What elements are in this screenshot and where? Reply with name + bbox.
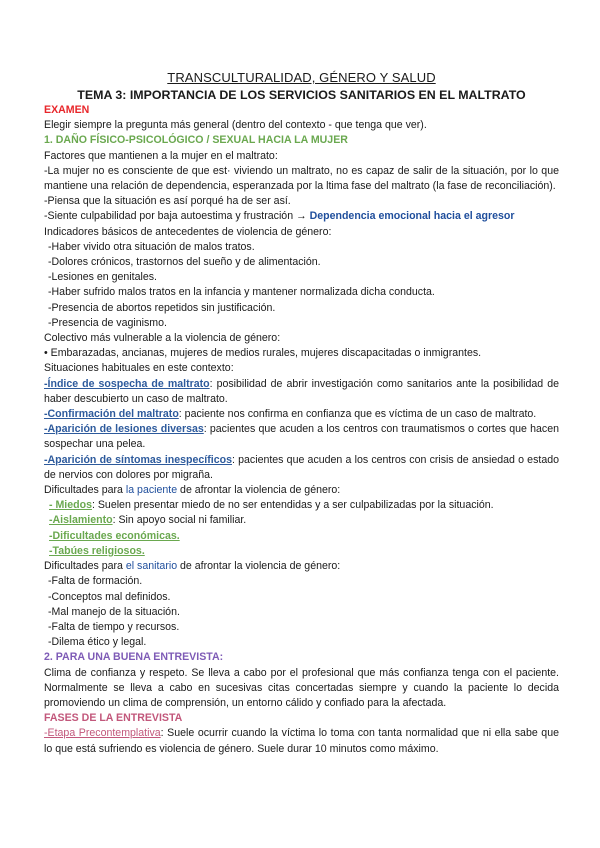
dif-sanitario-item: -Mal manejo de la situación. (48, 605, 180, 618)
factor-item (44, 209, 559, 224)
situacion-label: -Índice de sospecha de maltrato (44, 377, 210, 390)
dif-label: -Tabúes religiosos. (49, 544, 145, 557)
situacion-item (44, 377, 559, 407)
situacion-text: : pacientes que acuden a los centros con traumatismos o cortes que hacen sospechar una pelea. (44, 423, 560, 451)
factor-item: -Piensa que la situación es así porqué ha de ser así. (44, 195, 291, 208)
situacion-label: -Confirmación del maltrato (44, 408, 179, 421)
dif-sanitario-item: -Falta de tiempo y recursos. (48, 620, 180, 633)
dif-sanitario-heading (44, 559, 559, 574)
heading-text: de afrontar la violencia de género: (177, 484, 341, 497)
document-page (44, 70, 559, 757)
situacion-item (44, 407, 559, 422)
factores-heading: Factores que mantienen a la mujer en el maltrato: (44, 149, 278, 162)
heading-highlight: la paciente (125, 484, 178, 497)
situacion-text: : pacientes que acuden a los centros con crisis de ansiedad o estado de nervios con dolores por migraña. (44, 453, 559, 481)
examen-text: Elegir siempre la pregunta más general (dentro del contexto - que tenga que ver). (44, 119, 427, 132)
section1-heading: 1. DAÑO FÍSICO-PSICOLÓGICO / SEXUAL HACIA LA MUJER (44, 134, 348, 147)
fases-heading: FASES DE LA ENTREVISTA (44, 712, 183, 725)
heading-highlight: el sanitario (125, 560, 178, 573)
dif-paciente-item (44, 544, 559, 559)
situacion-item (44, 422, 559, 452)
situacion-label: -Aparición de síntomas inespecíficos (44, 453, 232, 466)
colectivo-text: • Embarazadas, ancianas, mujeres de medios rurales, mujeres discapacitadas o inmigrantes. (44, 347, 482, 360)
dif-paciente-heading (44, 483, 559, 498)
dif-sanitario-item: -Conceptos mal definidos. (48, 590, 171, 603)
fase-item (44, 726, 559, 756)
situacion-label: -Aparición de lesiones diversas (44, 423, 204, 436)
heading-text: Dificultades para (44, 560, 126, 573)
indicadores-heading: Indicadores básicos de antecedentes de violencia de género: (44, 225, 332, 238)
examen-label: EXAMEN (44, 104, 90, 116)
situacion-text: : paciente nos confirma en confianza que es víctima de un caso de maltrato. (178, 408, 537, 421)
indicador-item: -Haber sufrido malos tratos en la infancia y mantener normalizada dicha conducta. (48, 286, 435, 299)
indicador-item: -Presencia de abortos repetidos sin justificación. (48, 301, 276, 314)
factor-item: -La mujer no es consciente de que est· viviendo un maltrato, no es capaz de salir de la situación, por lo que mantiene una relación de dependencia, esperanzada por la ltima fase del maltrato (la fase de reconciliación). (44, 164, 559, 193)
dif-label: -Dificultades económicas. (49, 529, 180, 542)
dif-sanitario-item: -Dilema ético y legal. (48, 636, 147, 649)
situacion-item (44, 453, 559, 483)
situaciones-heading: Situaciones habituales en este contexto: (44, 362, 234, 375)
dif-paciente-item (44, 498, 559, 513)
indicador-item: -Presencia de vaginismo. (48, 316, 167, 329)
heading-text: Dificultades para (44, 484, 126, 497)
situacion-text: : posibilidad de abrir investigación como sanitarios ante la posibilidad de haber descubierto un caso de maltrato. (44, 377, 559, 405)
section2-text: Clima de confianza y respeto. Se lleva a cabo por el profesional que más confianza tenga con el paciente. Normalmente se lleva a cabo en sucesivas citas concertadas siempre y cuando la paciente lo decida promoviendo un clima de comprensión, un entorno cálido y confiado para la afectada. (44, 666, 559, 709)
factor-text: -Siente culpabilidad por baja autoestima y frustración → (44, 210, 310, 223)
dif-label: -Aislamiento (49, 514, 113, 527)
dif-label: - Miedos (49, 499, 92, 512)
fase-label: -Etapa Precontemplativa (44, 727, 161, 740)
dif-paciente-item (44, 513, 559, 528)
indicador-item: -Dolores crónicos, trastornos del sueño y de alimentación. (48, 256, 321, 269)
colectivo-heading: Colectivo más vulnerable a la violencia de género: (44, 332, 281, 345)
page-subtitle: TEMA 3: IMPORTANCIA DE LOS SERVICIOS SANITARIOS EN EL MALTRATO (77, 88, 526, 102)
indicador-item: -Haber vivido otra situación de malos tratos. (48, 240, 255, 253)
fase-text: : Suele ocurrir cuando la víctima lo toma con tanta normalidad que ni ella sabe que lo que está sufriendo es violencia de género. Suele durar 10 minutos como máximo. (44, 727, 559, 755)
indicador-item: -Lesiones en genitales. (48, 271, 157, 284)
section2-heading: 2. PARA UNA BUENA ENTREVISTA: (44, 651, 224, 664)
dif-text: : Sin apoyo social ni familiar. (112, 514, 247, 527)
page-title: TRANSCULTURALIDAD, GÉNERO Y SALUD (167, 70, 436, 85)
dif-sanitario-item: -Falta de formación. (48, 575, 143, 588)
heading-text: de afrontar la violencia de género: (177, 560, 341, 573)
factor-highlight: Dependencia emocional hacia el agresor (309, 210, 515, 223)
dif-text: : Suelen presentar miedo de no ser entendidas y a ser culpabilizadas por la situación. (91, 499, 494, 512)
dif-paciente-item (44, 529, 559, 544)
